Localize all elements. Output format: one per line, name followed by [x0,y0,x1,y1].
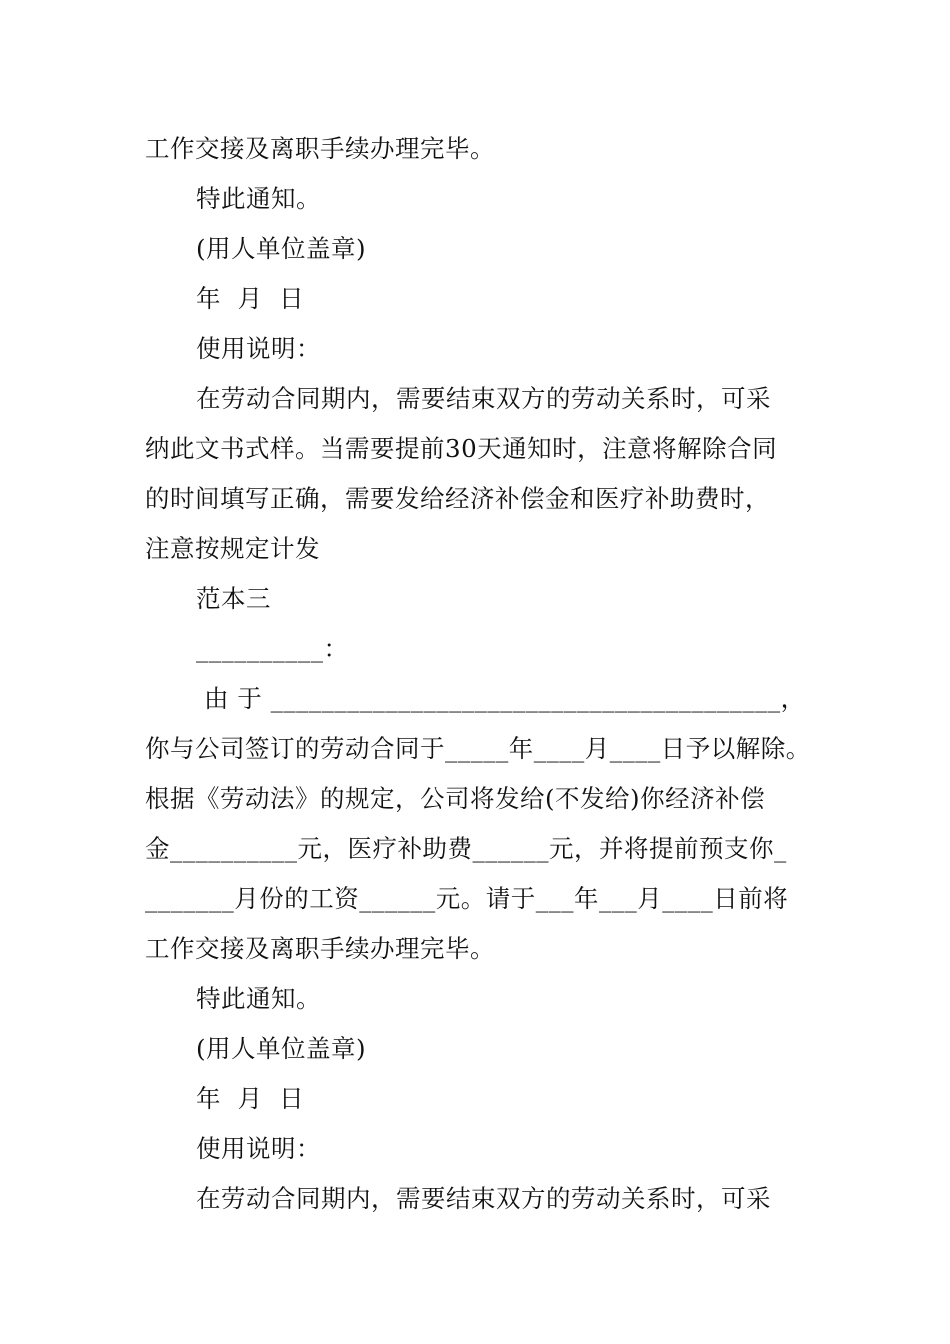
body-text-line: 的时间填写正确，需要发给经济补偿金和医疗补助费时， [145,484,770,513]
usage-heading: 使用说明： [196,334,321,363]
seal-line: (用人单位盖章) [196,1034,367,1063]
body-text-line: 由 于 ________________________________________， [204,684,806,713]
usage-heading: 使用说明： [196,1134,321,1163]
body-text-line: 注意按规定计发 [145,534,320,563]
date-line: 年 月 日 [196,1084,305,1113]
body-text-line: 在劳动合同期内，需要结束双方的劳动关系时，可采 [196,384,771,413]
body-text-line: _______月份的工资______元。请于___年___月____日前将 [145,884,789,913]
section-heading: 范本三 [196,584,271,613]
date-line: 年 月 日 [196,284,305,313]
closing-notice: 特此通知。 [196,184,321,213]
body-text-line: 金__________元，医疗补助费______元，并将提前预支你_ [145,834,787,863]
body-text-line: 工作交接及离职手续办理完毕。 [145,134,495,163]
seal-line: (用人单位盖章) [196,234,367,263]
body-text-line: 工作交接及离职手续办理完毕。 [145,934,495,963]
body-text-line: 在劳动合同期内，需要结束双方的劳动关系时，可采 [196,1184,771,1213]
addressee-blank: __________： [196,634,349,663]
body-text-line: 根据《劳动法》的规定，公司将发给(不发给)你经济补偿 [145,784,766,813]
body-text-line: 你与公司签订的劳动合同于_____年____月____日予以解除。 [145,734,811,763]
closing-notice: 特此通知。 [196,984,321,1013]
body-text-line: 纳此文书式样。当需要提前30天通知时，注意将解除合同 [145,434,778,463]
